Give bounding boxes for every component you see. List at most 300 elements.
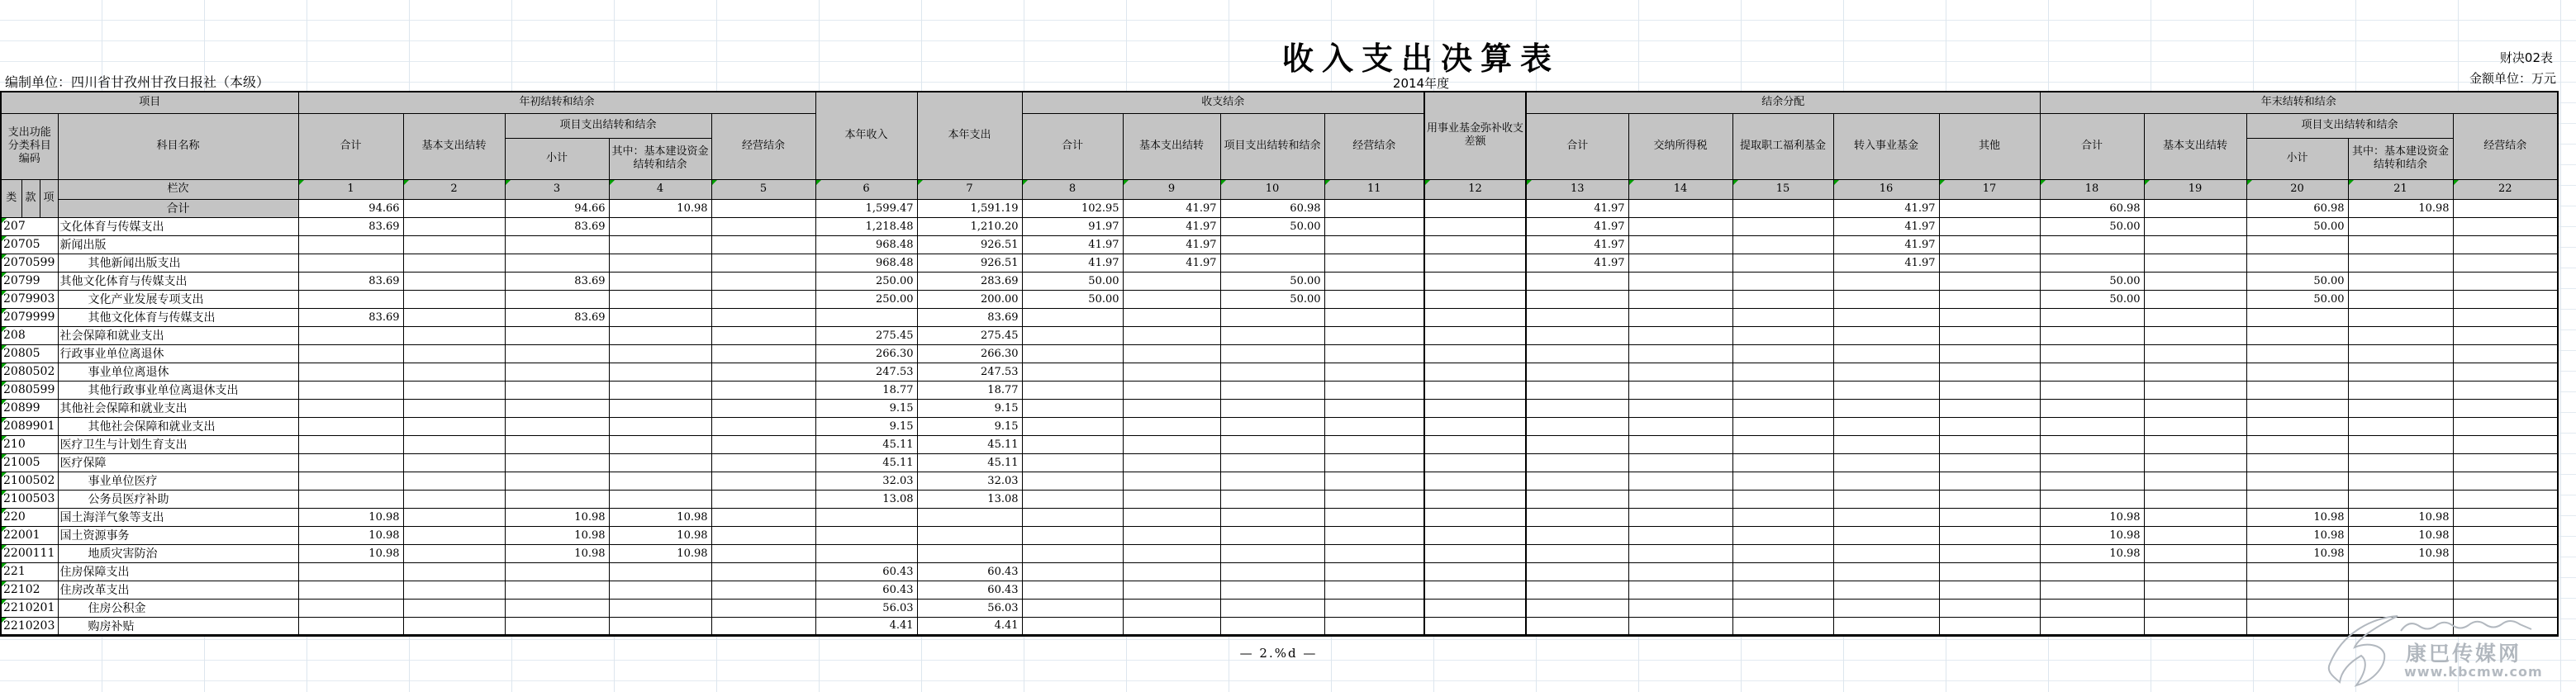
value-cell-col11[interactable] — [1324, 217, 1424, 235]
value-cell-col13[interactable] — [1526, 526, 1628, 544]
value-cell-col1[interactable]: 83.69 — [298, 308, 403, 326]
value-cell-col11[interactable] — [1324, 290, 1424, 308]
value-cell-col9[interactable] — [1123, 453, 1220, 472]
value-cell-col4[interactable] — [609, 399, 711, 417]
value-cell-col20[interactable] — [2246, 490, 2348, 508]
value-cell-col10[interactable] — [1220, 254, 1324, 272]
header-fund-offset[interactable]: 用事业基金弥补收支差额 — [1424, 92, 1526, 179]
value-cell-col9[interactable] — [1123, 472, 1220, 490]
row-name-cell[interactable]: 其他文化体育与传媒支出 — [58, 272, 298, 290]
value-cell-col20[interactable]: 10.98 — [2246, 508, 2348, 526]
value-cell-col18[interactable] — [2040, 417, 2144, 435]
value-cell-col9[interactable]: 41.97 — [1123, 199, 1220, 217]
value-cell-col21[interactable] — [2348, 254, 2453, 272]
header-income-tax[interactable]: 交纳所得税 — [1628, 113, 1732, 179]
header-io-operating[interactable]: 经营结余 — [1324, 113, 1424, 179]
value-cell-col3[interactable]: 10.98 — [505, 508, 609, 526]
value-cell-col16[interactable] — [1833, 508, 1939, 526]
value-cell-col19[interactable] — [2144, 290, 2246, 308]
value-cell-col4[interactable] — [609, 472, 711, 490]
value-cell-col18[interactable] — [2040, 453, 2144, 472]
value-cell-col13[interactable] — [1526, 508, 1628, 526]
value-cell-col14[interactable] — [1628, 562, 1732, 581]
value-cell-col13[interactable] — [1526, 472, 1628, 490]
value-cell-col12[interactable] — [1424, 472, 1526, 490]
value-cell-col10[interactable] — [1220, 617, 1324, 635]
value-cell-col6[interactable]: 32.03 — [815, 472, 917, 490]
value-cell-col17[interactable] — [1939, 308, 2040, 326]
value-cell-col2[interactable] — [403, 235, 505, 254]
value-cell-col6[interactable]: 60.43 — [815, 562, 917, 581]
row-code-cell[interactable]: 208 — [1, 326, 58, 344]
value-cell-col18[interactable]: 10.98 — [2040, 508, 2144, 526]
value-cell-col19[interactable] — [2144, 599, 2246, 617]
value-cell-col22[interactable] — [2453, 526, 2558, 544]
row-code-cell[interactable]: 2080599 — [1, 381, 58, 399]
value-cell-col13[interactable] — [1526, 326, 1628, 344]
value-cell-col8[interactable] — [1022, 581, 1123, 599]
value-cell-col4[interactable] — [609, 363, 711, 381]
value-cell-col1[interactable] — [298, 363, 403, 381]
value-cell-col15[interactable] — [1732, 326, 1833, 344]
value-cell-col16[interactable] — [1833, 617, 1939, 635]
value-cell-col18[interactable] — [2040, 326, 2144, 344]
row-code-cell[interactable]: 20705 — [1, 235, 58, 254]
value-cell-col19[interactable] — [2144, 490, 2246, 508]
value-cell-col20[interactable] — [2246, 435, 2348, 453]
value-cell-col8[interactable] — [1022, 453, 1123, 472]
value-cell-col1[interactable]: 10.98 — [298, 508, 403, 526]
value-cell-col22[interactable] — [2453, 344, 2558, 363]
value-cell-col21[interactable] — [2348, 435, 2453, 453]
value-cell-col1[interactable] — [298, 599, 403, 617]
value-cell-col5[interactable] — [711, 381, 815, 399]
value-cell-col9[interactable] — [1123, 599, 1220, 617]
value-cell-col17[interactable] — [1939, 217, 2040, 235]
value-cell-col7[interactable]: 60.43 — [917, 581, 1022, 599]
value-cell-col17[interactable] — [1939, 272, 2040, 290]
value-cell-col21[interactable] — [2348, 453, 2453, 472]
value-cell-col20[interactable] — [2246, 254, 2348, 272]
value-cell-col6[interactable]: 45.11 — [815, 453, 917, 472]
value-cell-col15[interactable] — [1732, 344, 1833, 363]
header-end-subtotal[interactable]: 小计 — [2246, 138, 2348, 179]
value-cell-col3[interactable]: 10.98 — [505, 526, 609, 544]
value-cell-col3[interactable] — [505, 562, 609, 581]
row-name-cell[interactable]: 医疗保障 — [58, 453, 298, 472]
value-cell-col2[interactable] — [403, 381, 505, 399]
value-cell-col17[interactable] — [1939, 235, 2040, 254]
value-cell-col3[interactable] — [505, 617, 609, 635]
value-cell-col14[interactable] — [1628, 272, 1732, 290]
value-cell-col4[interactable]: 10.98 — [609, 199, 711, 217]
value-cell-col4[interactable] — [609, 581, 711, 599]
value-cell-col18[interactable] — [2040, 254, 2144, 272]
value-cell-col16[interactable] — [1833, 399, 1939, 417]
value-cell-col4[interactable] — [609, 272, 711, 290]
value-cell-col19[interactable] — [2144, 544, 2246, 562]
value-cell-col10[interactable]: 50.00 — [1220, 272, 1324, 290]
value-cell-col17[interactable] — [1939, 453, 2040, 472]
row-code-cell[interactable]: 2210203 — [1, 617, 58, 635]
value-cell-col19[interactable] — [2144, 199, 2246, 217]
value-cell-col18[interactable] — [2040, 435, 2144, 453]
value-cell-col13[interactable] — [1526, 544, 1628, 562]
value-cell-col10[interactable] — [1220, 562, 1324, 581]
column-number-7[interactable]: 7 — [917, 179, 1022, 199]
row-code-cell[interactable]: 22102 — [1, 581, 58, 599]
value-cell-col2[interactable] — [403, 472, 505, 490]
value-cell-col2[interactable] — [403, 308, 505, 326]
value-cell-col19[interactable] — [2144, 417, 2246, 435]
row-code-cell[interactable]: 2100503 — [1, 490, 58, 508]
value-cell-col6[interactable]: 250.00 — [815, 290, 917, 308]
value-cell-col14[interactable] — [1628, 453, 1732, 472]
value-cell-col21[interactable] — [2348, 235, 2453, 254]
column-number-20[interactable]: 20 — [2246, 179, 2348, 199]
value-cell-col21[interactable] — [2348, 217, 2453, 235]
value-cell-col2[interactable] — [403, 544, 505, 562]
header-begin-total[interactable]: 合计 — [298, 113, 403, 179]
value-cell-col1[interactable]: 94.66 — [298, 199, 403, 217]
value-cell-col9[interactable] — [1123, 526, 1220, 544]
value-cell-col6[interactable]: 9.15 — [815, 417, 917, 435]
value-cell-col9[interactable] — [1123, 581, 1220, 599]
value-cell-col12[interactable] — [1424, 508, 1526, 526]
value-cell-col2[interactable] — [403, 599, 505, 617]
value-cell-col22[interactable] — [2453, 399, 2558, 417]
value-cell-col15[interactable] — [1732, 235, 1833, 254]
column-number-10[interactable]: 10 — [1220, 179, 1324, 199]
value-cell-col21[interactable] — [2348, 381, 2453, 399]
value-cell-col12[interactable] — [1424, 490, 1526, 508]
value-cell-col18[interactable] — [2040, 399, 2144, 417]
value-cell-col9[interactable]: 41.97 — [1123, 217, 1220, 235]
value-cell-col14[interactable] — [1628, 308, 1732, 326]
column-number-8[interactable]: 8 — [1022, 179, 1123, 199]
value-cell-col8[interactable] — [1022, 472, 1123, 490]
value-cell-col17[interactable] — [1939, 254, 2040, 272]
column-number-16[interactable]: 16 — [1833, 179, 1939, 199]
value-cell-col3[interactable]: 83.69 — [505, 308, 609, 326]
value-cell-col6[interactable]: 250.00 — [815, 272, 917, 290]
value-cell-col16[interactable] — [1833, 581, 1939, 599]
value-cell-col10[interactable] — [1220, 472, 1324, 490]
value-cell-col1[interactable] — [298, 453, 403, 472]
value-cell-col11[interactable] — [1324, 199, 1424, 217]
value-cell-col12[interactable] — [1424, 363, 1526, 381]
value-cell-col18[interactable] — [2040, 381, 2144, 399]
value-cell-col4[interactable]: 10.98 — [609, 508, 711, 526]
row-code-cell[interactable]: 20899 — [1, 399, 58, 417]
row-name-cell[interactable]: 住房公积金 — [58, 599, 298, 617]
header-func-code[interactable]: 支出功能分类科目编码 — [1, 113, 58, 179]
value-cell-col12[interactable] — [1424, 526, 1526, 544]
value-cell-col20[interactable]: 50.00 — [2246, 217, 2348, 235]
value-cell-col16[interactable] — [1833, 453, 1939, 472]
value-cell-col1[interactable] — [298, 490, 403, 508]
row-code-cell[interactable]: 21005 — [1, 453, 58, 472]
value-cell-col18[interactable]: 10.98 — [2040, 544, 2144, 562]
value-cell-col12[interactable] — [1424, 435, 1526, 453]
value-cell-col13[interactable]: 41.97 — [1526, 254, 1628, 272]
value-cell-col6[interactable]: 275.45 — [815, 326, 917, 344]
header-to-career-fund[interactable]: 转入事业基金 — [1833, 113, 1939, 179]
row-name-cell[interactable]: 其他新闻出版支出 — [58, 254, 298, 272]
header-year-income[interactable]: 本年收入 — [815, 92, 917, 179]
value-cell-col3[interactable]: 10.98 — [505, 544, 609, 562]
value-cell-col6[interactable]: 247.53 — [815, 363, 917, 381]
value-cell-col10[interactable] — [1220, 581, 1324, 599]
value-cell-col11[interactable] — [1324, 235, 1424, 254]
value-cell-col16[interactable] — [1833, 544, 1939, 562]
value-cell-col19[interactable] — [2144, 453, 2246, 472]
value-cell-col19[interactable] — [2144, 308, 2246, 326]
value-cell-col20[interactable] — [2246, 562, 2348, 581]
row-code-cell[interactable]: 2200111 — [1, 544, 58, 562]
value-cell-col2[interactable] — [403, 326, 505, 344]
header-section[interactable]: 款 — [21, 179, 40, 217]
value-cell-col1[interactable] — [298, 326, 403, 344]
header-welfare-fund[interactable]: 提取职工福利基金 — [1732, 113, 1833, 179]
value-cell-col18[interactable]: 10.98 — [2040, 526, 2144, 544]
header-io-basic-carry[interactable]: 基本支出结转 — [1123, 113, 1220, 179]
value-cell-col6[interactable]: 60.43 — [815, 581, 917, 599]
value-cell-col10[interactable] — [1220, 399, 1324, 417]
value-cell-col14[interactable] — [1628, 235, 1732, 254]
row-code-cell[interactable]: 2100502 — [1, 472, 58, 490]
value-cell-col18[interactable]: 50.00 — [2040, 272, 2144, 290]
value-cell-col9[interactable] — [1123, 290, 1220, 308]
value-cell-col15[interactable] — [1732, 472, 1833, 490]
value-cell-col19[interactable] — [2144, 617, 2246, 635]
value-cell-col14[interactable] — [1628, 617, 1732, 635]
value-cell-col15[interactable] — [1732, 599, 1833, 617]
value-cell-col16[interactable] — [1833, 490, 1939, 508]
value-cell-col16[interactable] — [1833, 472, 1939, 490]
value-cell-col3[interactable] — [505, 381, 609, 399]
value-cell-col19[interactable] — [2144, 363, 2246, 381]
row-code-cell[interactable]: 2089901 — [1, 417, 58, 435]
value-cell-col7[interactable]: 4.41 — [917, 617, 1022, 635]
value-cell-col22[interactable] — [2453, 235, 2558, 254]
value-cell-col17[interactable] — [1939, 544, 2040, 562]
value-cell-col6[interactable]: 968.48 — [815, 235, 917, 254]
value-cell-col9[interactable] — [1123, 435, 1220, 453]
value-cell-col5[interactable] — [711, 544, 815, 562]
value-cell-col19[interactable] — [2144, 472, 2246, 490]
value-cell-col20[interactable] — [2246, 453, 2348, 472]
value-cell-col11[interactable] — [1324, 544, 1424, 562]
value-cell-col14[interactable] — [1628, 490, 1732, 508]
header-class[interactable]: 类 — [1, 179, 21, 217]
value-cell-col4[interactable] — [609, 290, 711, 308]
row-name-cell[interactable]: 住房改革支出 — [58, 581, 298, 599]
value-cell-col11[interactable] — [1324, 617, 1424, 635]
value-cell-col11[interactable] — [1324, 344, 1424, 363]
value-cell-col12[interactable] — [1424, 581, 1526, 599]
value-cell-col1[interactable] — [298, 581, 403, 599]
row-name-cell[interactable]: 行政事业单位离退休 — [58, 344, 298, 363]
value-cell-col17[interactable] — [1939, 399, 2040, 417]
value-cell-col16[interactable]: 41.97 — [1833, 217, 1939, 235]
value-cell-col7[interactable]: 283.69 — [917, 272, 1022, 290]
value-cell-col2[interactable] — [403, 290, 505, 308]
value-cell-col15[interactable] — [1732, 417, 1833, 435]
header-begin-proj-balance[interactable]: 项目支出结转和结余 — [505, 113, 711, 138]
header-lanci[interactable]: 栏次 — [58, 179, 298, 199]
value-cell-col19[interactable] — [2144, 235, 2246, 254]
value-cell-col19[interactable] — [2144, 399, 2246, 417]
value-cell-col4[interactable] — [609, 326, 711, 344]
value-cell-col20[interactable] — [2246, 326, 2348, 344]
value-cell-col4[interactable]: 10.98 — [609, 544, 711, 562]
value-cell-col17[interactable] — [1939, 417, 2040, 435]
value-cell-col11[interactable] — [1324, 526, 1424, 544]
value-cell-col10[interactable] — [1220, 308, 1324, 326]
header-io-balance-group[interactable]: 收支结余 — [1022, 92, 1424, 113]
value-cell-col2[interactable] — [403, 581, 505, 599]
value-cell-col20[interactable] — [2246, 235, 2348, 254]
value-cell-col20[interactable]: 50.00 — [2246, 290, 2348, 308]
value-cell-col11[interactable] — [1324, 581, 1424, 599]
header-begin-capital-carry[interactable]: 其中：基本建设资金结转和结余 — [609, 138, 711, 179]
column-number-13[interactable]: 13 — [1526, 179, 1628, 199]
column-number-19[interactable]: 19 — [2144, 179, 2246, 199]
value-cell-col16[interactable] — [1833, 326, 1939, 344]
row-name-cell[interactable]: 住房保障支出 — [58, 562, 298, 581]
value-cell-col8[interactable] — [1022, 399, 1123, 417]
value-cell-col16[interactable] — [1833, 526, 1939, 544]
value-cell-col18[interactable] — [2040, 472, 2144, 490]
value-cell-col13[interactable] — [1526, 417, 1628, 435]
value-cell-col20[interactable] — [2246, 344, 2348, 363]
value-cell-col3[interactable] — [505, 399, 609, 417]
value-cell-col1[interactable] — [298, 254, 403, 272]
value-cell-col14[interactable] — [1628, 508, 1732, 526]
value-cell-col13[interactable]: 41.97 — [1526, 217, 1628, 235]
value-cell-col22[interactable] — [2453, 562, 2558, 581]
value-cell-col20[interactable] — [2246, 308, 2348, 326]
header-begin-subtotal[interactable]: 小计 — [505, 138, 609, 179]
value-cell-col6[interactable]: 56.03 — [815, 599, 917, 617]
value-cell-col9[interactable] — [1123, 272, 1220, 290]
value-cell-col13[interactable]: 41.97 — [1526, 199, 1628, 217]
value-cell-col7[interactable] — [917, 508, 1022, 526]
value-cell-col2[interactable] — [403, 199, 505, 217]
value-cell-col12[interactable] — [1424, 417, 1526, 435]
value-cell-col21[interactable]: 10.98 — [2348, 544, 2453, 562]
header-dist-total[interactable]: 合计 — [1526, 113, 1628, 179]
value-cell-col14[interactable] — [1628, 326, 1732, 344]
value-cell-col6[interactable]: 13.08 — [815, 490, 917, 508]
value-cell-col20[interactable]: 10.98 — [2246, 544, 2348, 562]
value-cell-col16[interactable] — [1833, 417, 1939, 435]
value-cell-col22[interactable] — [2453, 308, 2558, 326]
value-cell-col13[interactable] — [1526, 581, 1628, 599]
header-subject-name[interactable]: 科目名称 — [58, 113, 298, 179]
value-cell-col18[interactable] — [2040, 562, 2144, 581]
row-name-cell[interactable]: 国土资源事务 — [58, 526, 298, 544]
header-item[interactable]: 项 — [40, 179, 58, 217]
value-cell-col15[interactable] — [1732, 254, 1833, 272]
value-cell-col8[interactable] — [1022, 435, 1123, 453]
value-cell-col7[interactable]: 56.03 — [917, 599, 1022, 617]
value-cell-col4[interactable] — [609, 435, 711, 453]
value-cell-col15[interactable] — [1732, 526, 1833, 544]
column-number-15[interactable]: 15 — [1732, 179, 1833, 199]
value-cell-col21[interactable] — [2348, 399, 2453, 417]
value-cell-col1[interactable]: 83.69 — [298, 272, 403, 290]
value-cell-col11[interactable] — [1324, 490, 1424, 508]
value-cell-col10[interactable] — [1220, 235, 1324, 254]
value-cell-col11[interactable] — [1324, 272, 1424, 290]
value-cell-col10[interactable] — [1220, 417, 1324, 435]
value-cell-col14[interactable] — [1628, 199, 1732, 217]
row-code-cell[interactable]: 221 — [1, 562, 58, 581]
row-name-cell[interactable]: 国土海洋气象等支出 — [58, 508, 298, 526]
value-cell-col7[interactable]: 9.15 — [917, 417, 1022, 435]
value-cell-col22[interactable] — [2453, 254, 2558, 272]
value-cell-col18[interactable] — [2040, 308, 2144, 326]
value-cell-col18[interactable] — [2040, 617, 2144, 635]
value-cell-col12[interactable] — [1424, 544, 1526, 562]
value-cell-col8[interactable] — [1022, 381, 1123, 399]
column-number-6[interactable]: 6 — [815, 179, 917, 199]
value-cell-col4[interactable] — [609, 617, 711, 635]
value-cell-col7[interactable]: 247.53 — [917, 363, 1022, 381]
value-cell-col11[interactable] — [1324, 417, 1424, 435]
value-cell-col13[interactable] — [1526, 363, 1628, 381]
value-cell-col17[interactable] — [1939, 199, 2040, 217]
value-cell-col5[interactable] — [711, 344, 815, 363]
value-cell-col8[interactable]: 50.00 — [1022, 290, 1123, 308]
value-cell-col7[interactable]: 275.45 — [917, 326, 1022, 344]
value-cell-col14[interactable] — [1628, 290, 1732, 308]
value-cell-col15[interactable] — [1732, 381, 1833, 399]
value-cell-col9[interactable]: 41.97 — [1123, 235, 1220, 254]
value-cell-col8[interactable]: 41.97 — [1022, 254, 1123, 272]
row-code-cell[interactable]: 20805 — [1, 344, 58, 363]
row-code-cell[interactable]: 2080502 — [1, 363, 58, 381]
value-cell-col22[interactable] — [2453, 199, 2558, 217]
value-cell-col11[interactable] — [1324, 508, 1424, 526]
value-cell-col7[interactable]: 83.69 — [917, 308, 1022, 326]
row-name-cell[interactable]: 社会保障和就业支出 — [58, 326, 298, 344]
value-cell-col22[interactable] — [2453, 435, 2558, 453]
value-cell-col21[interactable]: 10.98 — [2348, 199, 2453, 217]
value-cell-col8[interactable] — [1022, 562, 1123, 581]
value-cell-col17[interactable] — [1939, 581, 2040, 599]
value-cell-col2[interactable] — [403, 217, 505, 235]
value-cell-col17[interactable] — [1939, 290, 2040, 308]
value-cell-col16[interactable] — [1833, 381, 1939, 399]
value-cell-col6[interactable] — [815, 526, 917, 544]
value-cell-col19[interactable] — [2144, 381, 2246, 399]
value-cell-col10[interactable] — [1220, 435, 1324, 453]
row-code-cell[interactable]: 207 — [1, 217, 58, 235]
value-cell-col5[interactable] — [711, 254, 815, 272]
value-cell-col8[interactable]: 50.00 — [1022, 272, 1123, 290]
value-cell-col8[interactable]: 102.95 — [1022, 199, 1123, 217]
value-cell-col2[interactable] — [403, 254, 505, 272]
value-cell-col8[interactable] — [1022, 490, 1123, 508]
value-cell-col1[interactable]: 83.69 — [298, 217, 403, 235]
value-cell-col2[interactable] — [403, 453, 505, 472]
value-cell-col1[interactable] — [298, 344, 403, 363]
value-cell-col18[interactable] — [2040, 363, 2144, 381]
value-cell-col14[interactable] — [1628, 526, 1732, 544]
